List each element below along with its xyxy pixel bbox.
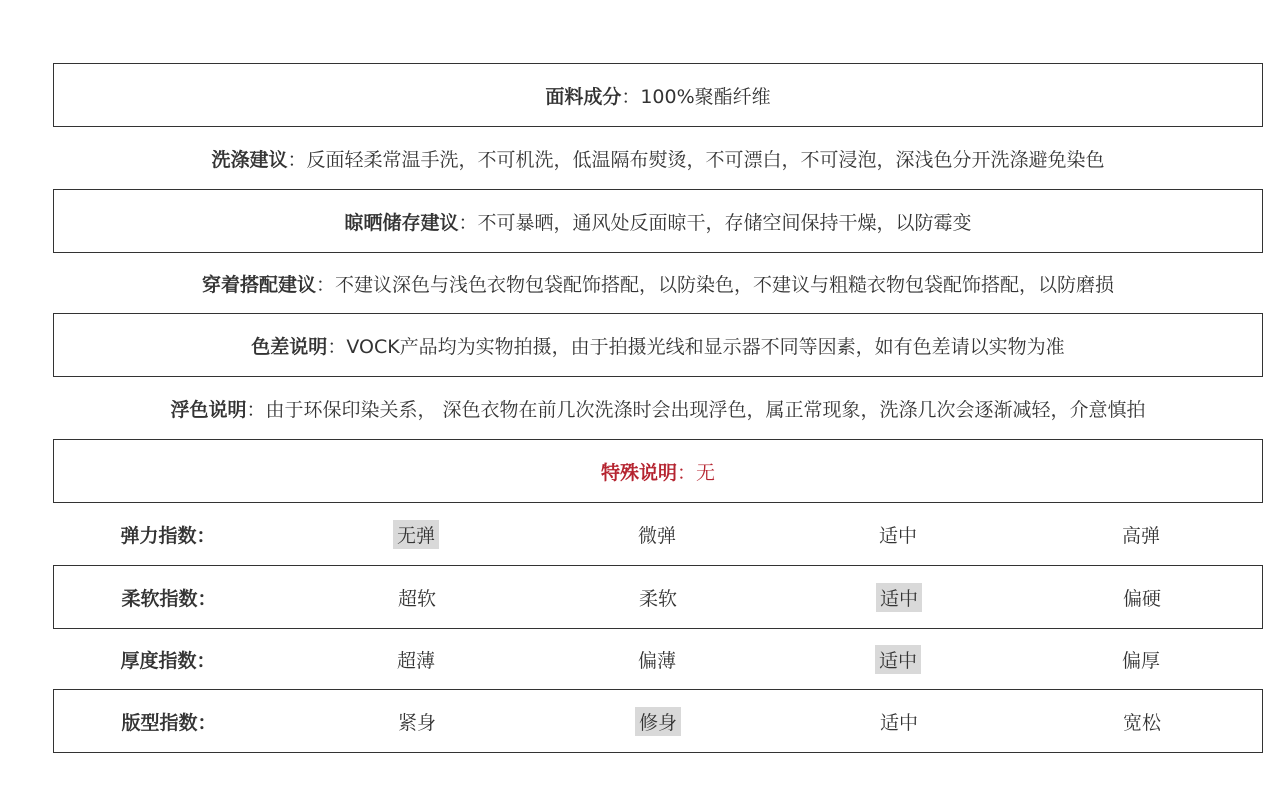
fabric-sep: ： [621, 85, 641, 108]
float-color-sep: ： [246, 398, 266, 421]
color-diff-label: 色差说明 [251, 335, 328, 358]
dry-sep: ： [458, 211, 478, 234]
elasticity-option: 适中 [878, 524, 918, 547]
color-diff-sep: ： [327, 335, 347, 358]
float-color-label: 浮色说明 [170, 398, 247, 421]
elasticity-index-label: 弹力指数： [120, 524, 216, 547]
special-sep: ： [676, 461, 696, 484]
thickness-option: 适中 [875, 645, 921, 674]
elasticity-index-row [53, 503, 1263, 565]
thickness-index-label: 厚度指数： [120, 649, 216, 672]
color-diff-value: VOCK产品均为实物拍摄，由于拍摄光线和显示器不同等因素，如有色差请以实物为准 [346, 335, 1065, 358]
wash-row [53, 127, 1263, 189]
thickness-option: 偏薄 [637, 649, 677, 672]
elasticity-option: 无弹 [393, 520, 439, 549]
fit-index-row [53, 689, 1263, 753]
thickness-option: 偏厚 [1121, 649, 1161, 672]
wash-sep: ： [287, 148, 307, 171]
dry-value: 不可暴晒，通风处反面晾干，存储空间保持干燥，以防霉变 [477, 211, 972, 234]
special-value: 无 [696, 461, 716, 484]
fit-option: 宽松 [1122, 711, 1162, 734]
softness-option: 偏硬 [1122, 587, 1162, 610]
float-color-row [53, 377, 1263, 439]
fit-option: 适中 [879, 711, 919, 734]
thickness-option: 超薄 [396, 649, 436, 672]
dry-row [53, 189, 1263, 253]
elasticity-option: 高弹 [1121, 524, 1161, 547]
wear-value: 不建议深色与浅色衣物包袋配饰搭配，以防染色，不建议与粗糙衣物包袋配饰搭配，以防磨损 [335, 273, 1115, 296]
fabric-row [53, 63, 1263, 127]
float-color-value: 由于环保印染关系， 深色衣物在前几次洗涤时会出现浮色，属正常现象，洗涤几次会逐渐减轻，介意慎拍 [265, 398, 1146, 421]
softness-option: 柔软 [638, 587, 678, 610]
wear-label: 穿着搭配建议 [201, 273, 316, 296]
color-diff-row [53, 313, 1263, 377]
wear-row [53, 253, 1263, 313]
fabric-label: 面料成分 [545, 85, 622, 108]
elasticity-option: 微弹 [637, 524, 677, 547]
softness-option: 适中 [876, 583, 922, 612]
thickness-index-row [53, 629, 1263, 689]
softness-index-label: 柔软指数： [121, 587, 217, 610]
wash-value: 反面轻柔常温手洗，不可机洗，低温隔布熨烫，不可漂白，不可浸泡，深浅色分开洗涤避免染色 [306, 148, 1105, 171]
special-label: 特殊说明 [600, 461, 677, 484]
fabric-value: 100%聚酯纤维 [640, 85, 771, 108]
wear-sep: ： [315, 273, 335, 296]
softness-index-row [53, 565, 1263, 629]
fit-index-label: 版型指数： [121, 711, 217, 734]
dry-label: 晾晒储存建议 [344, 211, 459, 234]
wash-label: 洗涤建议 [211, 148, 288, 171]
special-row [53, 439, 1263, 503]
softness-option: 超软 [397, 587, 437, 610]
fit-option: 修身 [635, 707, 681, 736]
fit-option: 紧身 [397, 711, 437, 734]
